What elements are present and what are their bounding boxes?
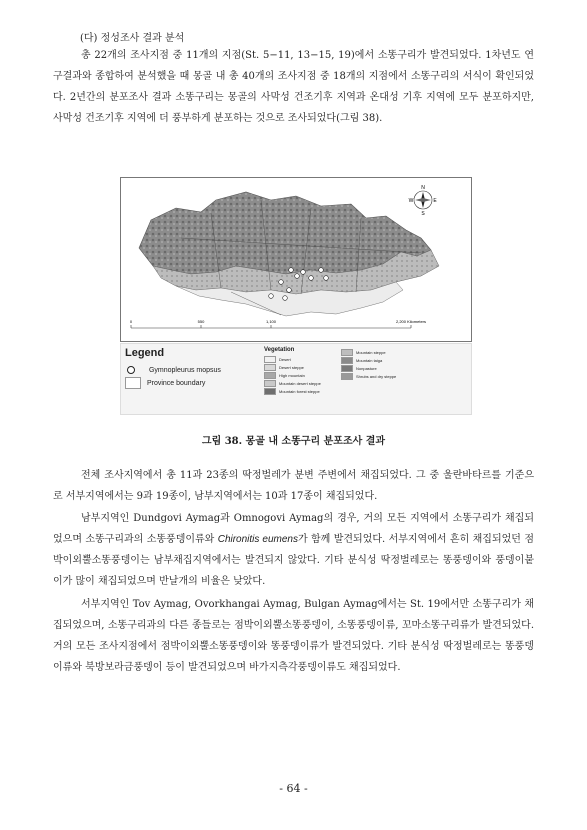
vegetation-title: Vegetation xyxy=(264,347,295,353)
survey-point xyxy=(289,268,294,273)
compass-e: E xyxy=(433,198,437,204)
vegetation-label: Mountain desert steppe xyxy=(279,381,321,386)
paragraph-3-text-a: 남부지역인 Dundgovi Aymag과 Omnogovi Aymag의 경우, 거의 모든 지역에서 소똥구리가 채집되었으며 소똥구리과의 소똥풍뎅이류와 xyxy=(53,513,534,545)
species-marker-icon xyxy=(127,366,135,374)
survey-point xyxy=(287,288,292,293)
mongolia-map xyxy=(121,178,471,341)
survey-point xyxy=(319,268,324,273)
vegetation-swatch xyxy=(264,364,276,371)
paragraph-4 xyxy=(53,594,534,678)
vegetation-swatch xyxy=(264,356,276,363)
survey-point xyxy=(301,270,306,275)
paragraph-4-text: 서부지역인 Tov Aymag, Ovorkhangai Aymag, Bulgan Aymag에서는 St. 19에서만 소똥구리가 채집되었으며, 소똥구리과의 다른 종들로는 점박이외뿔소똥풍뎅이, 소똥풍뎅이류, 꼬마소똥구리류가 발견되었다. 거의 모든 조사지점에서 점박이외뿔소똥풍뎅이와 똥풍뎅이류가 발견되었다. 기타 분식성 딱정벌레로는 똥풍뎅이류와 북방보라금풍뎅이 등이 발견되었으며 바가지측각풍뎅이류도 채집되었다. xyxy=(53,599,534,673)
paragraph-3-text-b: 가 함께 발견되었다. 서부지역에서 흔히 채집되었던 점박이외뿔소똥풍뎅이는 남부채집지역에서는 발견되지 않았다. 기타 분식성 딱정벌레로는 똥풍뎅이와 풍뎅이붙이가 많이 채집되었으며 반날개의 비율은 낮았다. xyxy=(53,534,534,587)
paragraph-2 xyxy=(53,465,534,507)
distribution-map-figure xyxy=(120,177,472,427)
vegetation-label: Desert steppe xyxy=(279,365,304,370)
scale-tick-3: 2,200 Kilometers xyxy=(395,319,427,324)
survey-point xyxy=(269,294,274,299)
paragraph-2-text: 전체 조사지역에서 총 11과 23종의 딱정벌레가 분변 주변에서 채집되었다. 그 중 울란바타르를 기준으로 서부지역에서는 9과 19종이, 남부지역에서는 10과 17종이 채집되었다. xyxy=(53,470,534,502)
compass-s: S xyxy=(421,211,425,217)
survey-point xyxy=(324,276,329,281)
scale-tick-1: 550 xyxy=(197,319,205,324)
figure-caption: 그림 38. 몽골 내 소똥구리 분포조사 결과 xyxy=(201,436,386,447)
page-number: - 64 - xyxy=(279,782,308,795)
legend-boundary-label: Province boundary xyxy=(146,379,206,387)
paragraph-1-text: 총 22개의 조사지점 중 11개의 지점(St. 5−11, 13−15, 19)에서 소똥구리가 발견되었다. 1차년도 연구결과와 종합하여 분석했을 때 몽골 내 총 40개의 조사지점 중 18개의 지점에서 소똥구리의 서식이 확인되었다. 2년간의 분포조사 결과 소똥구리는 몽골의 사막성 건조기후 지역과 온대성 기후 지역에 모두 분포하지만, 사막성 건조기후 지역에 더 풍부하게 분포하는 것으로 조사되었다(그림 38). xyxy=(53,50,534,124)
vegetation-label: High mountain xyxy=(279,373,305,378)
survey-point xyxy=(279,280,284,285)
vegetation-label: Mountain steppe xyxy=(356,350,386,355)
compass-icon xyxy=(409,185,438,217)
vegetation-label: Mountain taiga xyxy=(356,358,383,363)
survey-point xyxy=(295,274,300,279)
vegetation-swatch xyxy=(264,380,276,387)
species-name-italic: Chironitis eumens xyxy=(217,534,298,545)
scale-tick-0: 0 xyxy=(129,319,133,324)
section-heading: (다) 정성조사 결과 분석 xyxy=(80,33,185,44)
vegetation-label: Desert xyxy=(279,357,291,362)
vegetation-swatch xyxy=(341,349,353,356)
survey-point xyxy=(309,276,314,281)
paragraph-1 xyxy=(53,45,534,129)
legend-species-item xyxy=(127,366,221,374)
map-frame xyxy=(120,177,472,342)
paragraph-3 xyxy=(53,508,534,592)
map-legend xyxy=(120,343,472,415)
survey-point xyxy=(283,296,288,301)
legend-title: Legend xyxy=(125,347,165,359)
vegetation-label: Shrubs and dry steppe xyxy=(356,374,397,379)
compass-w: W xyxy=(408,198,414,204)
vegetation-swatch xyxy=(264,388,276,395)
vegetation-swatch xyxy=(264,372,276,379)
legend-species-label: Gymnopleurus mopsus xyxy=(148,366,221,374)
legend-boundary-item xyxy=(125,377,205,389)
vegetation-swatch xyxy=(341,365,353,372)
vegetation-label: Mountain forest steppe xyxy=(279,389,320,394)
scale-tick-2: 1,100 xyxy=(265,319,277,324)
vegetation-swatch xyxy=(341,373,353,380)
vegetation-label: Nonpasture xyxy=(356,366,377,371)
scale-bar xyxy=(130,319,426,328)
compass-n: N xyxy=(421,185,425,191)
vegetation-swatch xyxy=(341,357,353,364)
province-boundary-swatch xyxy=(125,377,141,389)
